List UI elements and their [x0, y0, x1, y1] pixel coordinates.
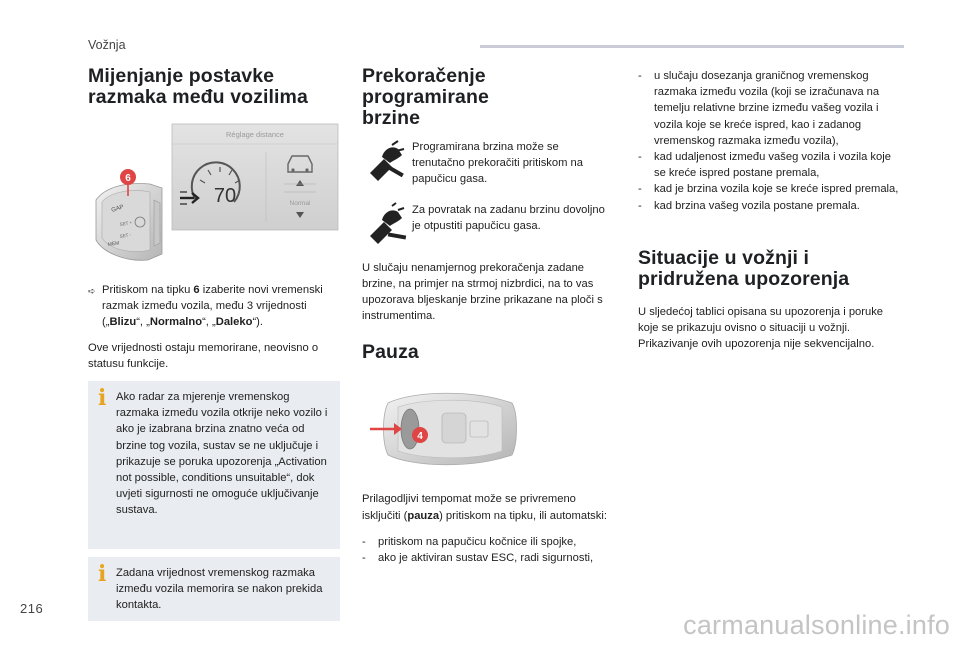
heading-pause: Pauza [362, 341, 419, 364]
watermark: carmanualsonline.info [683, 610, 950, 640]
overspeed-paragraph: U slučaju nenamjernog prekoračenja zadane brzine, na primjer na strmoj nizbrdici, na to vas upozorava bljeskanje brzine prikazane na ploči s instrumentima. [362, 261, 603, 323]
heading-speed-override: Prekoračenje programirane brzine [362, 65, 489, 129]
list-item: - kad udaljenost između vašeg vozila i vozila koje se kreće ispred postane premala, [638, 151, 891, 180]
pedal-press-row [362, 139, 614, 188]
button-4-badge [412, 427, 428, 443]
lever-set-plus-label: SET + [119, 219, 133, 227]
page-number: 216 [20, 601, 44, 616]
gap-mode-label: Normal [289, 200, 311, 207]
info-box-radar: i Ako radar za mjerenje vremenskog razmaka između vozila otkrije neko vozilo i ako je izabrana brzina znatno veća od brzine tog vozila, sustav se ne uključuje i prikazuje se poruka upozorenja „Activation not possible, conditions unsuitable“, dok uvjeti sigurnosti ne omoguće uključivanje sustava. [88, 381, 340, 549]
info-box-default: i Zadana vrijednost vremenskog razmaka između vozila memorira se nakon prekida kontakta. [88, 557, 340, 621]
sequence-paragraph: Prikazivanje ovih upozorenja nije sekvencijalno. [638, 338, 875, 351]
pedal-release-text: Za povratak na zadanu brzinu dovoljno je otpustiti papučicu gasa. [412, 203, 605, 232]
gap-setting-illustration [88, 122, 340, 272]
heading-driving-situations: Situacije u vožnji i pridružena upozorenja [638, 246, 850, 290]
lever-mem-label: MEM [107, 240, 120, 248]
pause-paragraph: Prilagodljivi tempomat može se privremeno isključiti (pauza) pritiskom na tipku, ili automatski: [362, 493, 607, 522]
column-3 [638, 66, 900, 361]
screen-title: Réglage distance [226, 130, 284, 139]
list-item: - kad je brzina vozila koje se kreće ispred premala, [638, 183, 899, 196]
list-item: - u slučaju dosezanja graničnog vremenskog razmaka između vozila (koji se izračunava na temelju relativne brzine između vašeg vozila i vozila koje se kreće ispred, kao i zadanog vremenskog razmaka između vozila), [638, 70, 880, 147]
info-icon: i [98, 385, 107, 412]
section-title: Vožnja [88, 38, 126, 52]
info-icon: i [98, 561, 107, 588]
pause-lever-svg [362, 373, 614, 479]
speed-value: 70 [213, 185, 237, 207]
list-item: - kad brzina vašeg vozila postane premala. [638, 199, 860, 212]
pedal-release-row [362, 202, 614, 246]
pause-button-illustration [362, 373, 614, 479]
lever-gap-label: GAP [110, 204, 125, 214]
svg-text:4: 4 [417, 431, 423, 443]
accelerator-release-icon [362, 202, 410, 246]
pause-conditions-list-continued [638, 68, 900, 214]
svg-text:6: 6 [125, 173, 131, 184]
lever-set-minus-label: SET - [119, 232, 132, 239]
accelerator-press-icon [362, 139, 410, 183]
list-item: - pritiskom na papučicu kočnice ili spojke, [362, 535, 577, 548]
section-header-bar [480, 45, 904, 48]
memory-paragraph: Ove vrijednosti ostaju memorirane, neovisno o statusu funkcije. [88, 341, 319, 370]
pedal-press-text: Programirana brzina može se trenutačno prekoračiti pritiskom na papučicu gasa. [412, 141, 583, 186]
steering-lever [96, 184, 162, 261]
gap-setting-svg [88, 122, 340, 272]
heading-gap-setting: Mijenjanje postavke razmaka među vozilima [88, 65, 308, 108]
cruise-control-icon [442, 413, 466, 443]
column-1 [88, 66, 340, 627]
column-2 [362, 66, 614, 566]
bullet-marker-icon: ➪ [88, 286, 96, 296]
instrument-display [172, 124, 338, 230]
list-item: - ako je aktiviran sustav ESC, radi sigurnosti, [362, 552, 594, 565]
situations-paragraph: U sljedećoj tablici opisana su upozorenja i poruke koje se prikazuju ovisno o situaciji u vožnji. [638, 305, 884, 335]
pause-conditions-list [362, 534, 614, 566]
instruction-bullet: ➪ Pritiskom na tipku 6 izaberite novi vremenski razmak između vozila, među 3 vrijednosti („Blizu“, „Normalno“, „Daleko“). [88, 282, 340, 331]
